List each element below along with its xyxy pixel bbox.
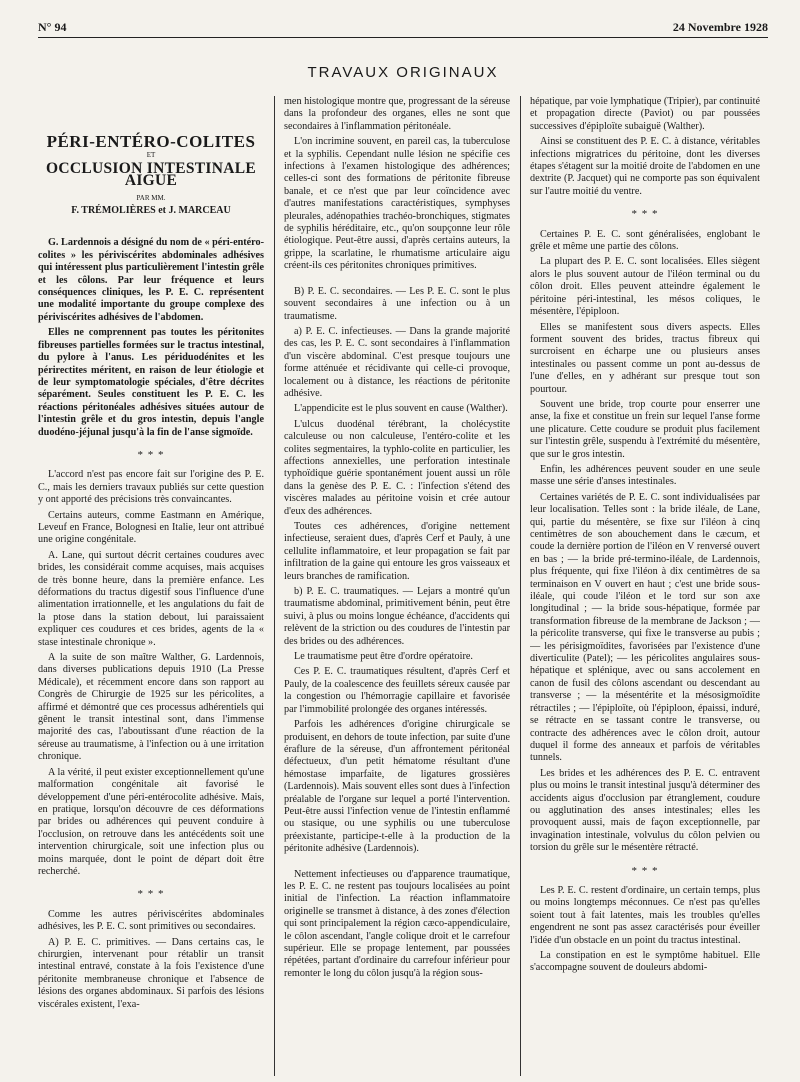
paragraph: La constipation en est le symptôme habituel. Elle s'accompagne souvent de douleurs abdomi- (530, 950, 760, 974)
paragraph: A la suite de son maître Walther, G. Lardennois, dans diverses publications depuis 1910 (La Presse Médicale), et récemment encore dans son rapport au Congrès de Chirurgie de 1925 sur les péricolites, a affirmé et démontré que ces processus adhérentiels qui gênent le transit intestinal sont, dans l'immense majorité des cas, l'aboutissant d'une réaction de la séreuse au traumatisme, à l'infection ou à une irritation chronique. (38, 652, 264, 763)
column-1 (38, 100, 264, 1014)
article-subtitle: OCCLUSION INTESTINALE AIGUE (45, 159, 256, 190)
article-intro (38, 237, 264, 439)
column-divider (274, 96, 275, 1076)
paragraph: Nettement infectieuses ou d'apparence traumatique, les P. E. C. ne restent pas toujours localisées au point initial de l'infection. La réaction inflammatoire originelle se transmet à distance, à des zones d'élection qui sont principalement la région cæco-appendiculaire, le côlon ascendant, l'angle colique droit et le carrefour supérieur. Elle se propage lentement, par poussées répétées, partant d'ordinaire du carrefour inférieur pour remonter le long du côlon jusqu'à la région sous- (284, 868, 510, 979)
paragraph: L'appendicite est le plus souvent en cause (Walther). (294, 403, 508, 415)
article-title: PÉRI-ENTÉRO-COLITES (46, 132, 256, 151)
paragraph: b) P. E. C. traumatiques. — Lejars a montré qu'un traumatisme abdominal, primitivement bénin, peut être suivi, à plus ou moins longue échéance, d'accidents qui relèvent de la striction ou des coudures de l'intestin par des brides ou des adhérences. (284, 586, 510, 647)
paragraph: Certaines variétés de P. E. C. sont individualisées par leur localisation. Telles sont : la bride iléale, de Lane, qui, partie du mésentère, se fixe sur l'iléon à cinq centimètres de son abouchement dans le cæcum, et coude la dernière portion de l'iléon en V renversé ouvert en bas ; — la bride pré-termino-iléale, de Lardennois, plus fréquente, qui fixe l'iléon à dix centimètres de sa terminaison en V ouvert en haut ; c'est une bride sous-iléale, qui coude l'iléon et le tord sur son axe longitudinal ; — la bride sous-hépatique, formée par transformation fibreuse de la membrane de Jackson ; — la péricolite transverse, qui fixe le transverse au pubis ; — les périsigmoïdites, favorisées par l'existence d'une diverticulite (Patel); — les péricolites angulaires sous-hépatique et splénique, avec ou sans accolement en canon de fusil des côlons ascendant ou descendant au transverse ; — la mésentérite et la mésosigmoïdite rétractiles ; — l'épiploïte, où l'épiploon, épaissi, induré, se rétracte en se tassant contre le transverse, ou contracte des adhérences avec le côlon droit, autour duquel il forme des anneaux et parfois de véritables tunnels. (530, 491, 760, 764)
column-3 (530, 96, 760, 978)
header-rule (38, 37, 768, 38)
title-conjunction: ET (146, 151, 156, 160)
column-divider (520, 96, 521, 1076)
paragraph: Toutes ces adhérences, d'origine nettement infectieuse, seraient dues, d'après Cerf et Pauly, à une cellulite inflammatoire, et leur propagation se fait par infiltration de la gaine qui entoure les gros vaisseaux et leurs branches de ramification. (284, 521, 510, 582)
section-title: TRAVAUX ORIGINAUX (307, 64, 499, 81)
paragraph: L'ulcus duodénal térébrant, la cholécystite calculeuse ou non calculeuse, l'entéro-colite et les colites segmentaires, la typhlo-colite en particulier, les affections annexielles, une perforation intestinale typhoïdique guérie spontanément jouent aussi un rôle dans la genèse des P. E. C. : l'infection s'étend des viscères malades au péritoine voisin et crée autour d'eux des adhérences. (284, 418, 510, 517)
paragraph: hépatique, par voie lymphatique (Tripier), par continuité et propagation directe (Paviot) ou par poussées successives d'épiploïte subaiguë (Walther). (530, 96, 760, 132)
issue-date: 24 Novembre 1928 (672, 20, 768, 34)
paragraph: Parfois les adhérences d'origine chirurgicale se produisent, en dehors de toute infection, par suite d'une éraflure de la séreuse, d'un affrontement péritonéal défectueux, d'un petit hématome résultant d'une hémostase imparfaite, de ligatures grossières (Lardennois). Mais souvent elles sont dues à l'infection préalable de l'organe sur lequel a porté l'intervention. Peut-être aussi l'infection venue de l'intestin enflammé ou stasique, ou une syphilis ou une tuberculose préexistante, participe-t-elle à la production de la péritonite adhésive (Lardennois). (284, 719, 510, 855)
paragraph: Elles ne comprennent pas toutes les péritonites fibreuses partielles formées sur le tractus intestinal, du pylore à l'anus. Les périduodénites et les périrectites méritent, en raison de leur étiologie et de leur symptomatologie spéciales, d'être décrites séparément. Seules constituent les P. E. C. les réactions péritonéales adhésives situées autour de l'intestin grêle et du gros intestin, depuis l'angle duodéno-jéjunal jusqu'à la fin de l'anse sigmoïde. (38, 327, 264, 438)
paragraph: La plupart des P. E. C. sont localisées. Elles siègent alors le plus souvent autour de l'iléon terminal ou du côlon droit. Elles peuvent atteindre également le péritoine péri-intestinal, les mésos coliques, le mésentère, l'épiploon. (530, 256, 760, 318)
paragraph: Comme les autres périviscérites abdominales adhésives, les P. E. C. sont primitives ou secondaires. (38, 908, 264, 933)
section-separator: * * * (137, 888, 165, 901)
page-header (38, 20, 768, 38)
paragraph: Enfin, les adhérences peuvent souder en une seule masse une série d'anses intestinales. (530, 463, 760, 488)
section-separator: * * * (137, 448, 165, 461)
paragraph: Certaines P. E. C. sont généralisées, englobant le grêle et même une partie des côlons. (530, 228, 760, 253)
section-separator: * * * (631, 864, 659, 877)
paragraph: A la vérité, il peut exister exceptionnellement qu'une malformation congénitale ait favorisé le développement d'une péri-entérocolite adhésive. Mais, en pratique, lorsqu'on découvre de ces déformations par brides ou adhérences qui peuvent conduire à l'occlusion, on retrouve dans les antécédents soit une intervention chirurgicale, soit une infection plus ou moins marquée, dont le point de départ doit être recherché. (38, 766, 264, 877)
paragraph: Ces P. E. C. traumatiques résultent, d'après Cerf et Pauly, de la coalescence des feuillets séreux causée par la congestion ou l'hémorragie capillaire et favorisée par l'immobilité prolongée des organes intéressés. (284, 666, 510, 715)
journal-page (38, 20, 768, 1070)
paragraph: G. Lardennois a désigné du nom de « péri-entéro-colites » les périviscérites abdominales adhésives qui intéressent plus particulièrement l'intestin grêle et les côlons. Par leur fréquence et leurs conséquences cliniques, les P. E. C. représentent une modalité importante du groupe complexe des périviscérites adhésives de l'abdomen. (38, 237, 264, 323)
paragraph: A. Lane, qui surtout décrit certaines coudures avec brides, les considérait comme acquises, mais acquises de très bonne heure, dans la première enfance. Les déformations du tractus digestif sous l'influence d'une alimentation irrationnelle, et les angulations du fait de la ptose dans la station debout, lui paraissaient expliquer ces coudures et ces brides, agents de la « stase intestinale chronique ». (38, 549, 264, 648)
byline-prefix: PAR MM. (136, 193, 166, 202)
paragraph: Les brides et les adhérences des P. E. C. entravent plus ou moins le transit intestinal jusqu'à déterminer des accidents aigus d'occlusion par étranglement, coudure ou agglutination des anses intestinales; elles les provoquent aussi, mais de façon exceptionnelle, par invagination intestinale, volvulus du côlon pelvien ou torsion du grêle sur le mésentère rétracté. (530, 767, 760, 854)
paragraph: Elles se manifestent sous divers aspects. Elles forment souvent des brides, tractus fibreux qui surcroisent en écharpe une ou plusieurs anses intestinales ou passent comme un pont au-dessus de l'une d'elles, en y adhérant sur presque tout son pourtour. (530, 321, 760, 395)
paragraph: B) P. E. C. secondaires. — Les P. E. C. sont le plus souvent secondaires à une infection ou à un traumatisme. (284, 285, 510, 322)
section-separator: * * * (631, 208, 659, 221)
column-2 (284, 96, 510, 983)
paragraph: men histologique montre que, progressant de la séreuse dans la profondeur des organes, elles ne sont que secondaires à l'inflammation péritonéale. (284, 96, 510, 132)
paragraph: A) P. E. C. primitives. — Dans certains cas, le chirurgien, intervenant pour rétablir un transit intestinal entravé, constate à la fois l'existence d'une péritonite membraneuse chronique et l'absence de lésions des organes abdominaux. Si parfois des lésions viscérales existent, l'exa- (38, 936, 264, 1010)
paragraph: Ainsi se constituent des P. E. C. à distance, véritables infections migratrices du péritoine, dont les diverses étapes s'étagent sur la moitié droite de l'abdomen en une dextrite (P. Jacquet) qui ne comporte pas son équivalent sur l'autre moitié du ventre. (530, 136, 760, 197)
paragraph: a) P. E. C. infectieuses. — Dans la grande majorité des cas, les P. E. C. sont secondaires à l'inflammation d'un viscère abdominal. C'est presque toujours une forme atténuée et récidivante qui celle-ci provoque, localement ou à distance, les réactions de péritonite adhésive. (284, 325, 510, 399)
paragraph: L'on incrimine souvent, en pareil cas, la tuberculose et la syphilis. Cependant nulle lésion ne spécifie ces infections à l'examen histologique des adhérences; celles-ci sont des formations de péritonite fibreuse banale, et ce n'est que par leur coïncidence avec d'autres manifestations caractéristiques, symphyses pleurales, adénopathies trachéo-bronchiques, stigmates de syphilis héréditaire, etc., qu'on soupçonne leur rôle étiologique. Peut-être aussi, d'après certains auteurs, la grippe, la scarlatine, le rhumatisme articulaire aigu créent-ils ces péritonites chroniques primitives. (284, 136, 510, 272)
paragraph: L'accord n'est pas encore fait sur l'origine des P. E. C., mais les derniers travaux publiés sur cette question y ont apporté des précisions très convaincantes. (38, 469, 264, 506)
article-authors: F. TRÉMOLIÈRES et J. MARCEAU (71, 205, 231, 217)
paragraph: Souvent une bride, trop courte pour enserrer une anse, la fixe et constitue un frein sur lequel l'anse forme une plicature. Cette coudure se produit plus facilement sur l'intestin grêle, suspendu à l'extrémité du mésentère, que sur le gros intestin. (530, 398, 760, 460)
paragraph: Les P. E. C. restent d'ordinaire, un certain temps, plus ou moins longtemps méconnues. Ce n'est pas qu'elles soient tout à fait latentes, mais les troubles qu'elles engendrent ne sont pas assez caractérisés pour éveiller l'idée d'un obstacle en un point du tractus intestinal. (530, 884, 760, 946)
paragraph: Le traumatisme peut être d'ordre opératoire. (294, 651, 473, 663)
paragraph: Certains auteurs, comme Eastmann en Amérique, Leveuf en France, Bolognesi en Italie, leur ont attribué une origine congénitale. (38, 509, 264, 546)
issue-number: N° 94 (38, 20, 67, 34)
